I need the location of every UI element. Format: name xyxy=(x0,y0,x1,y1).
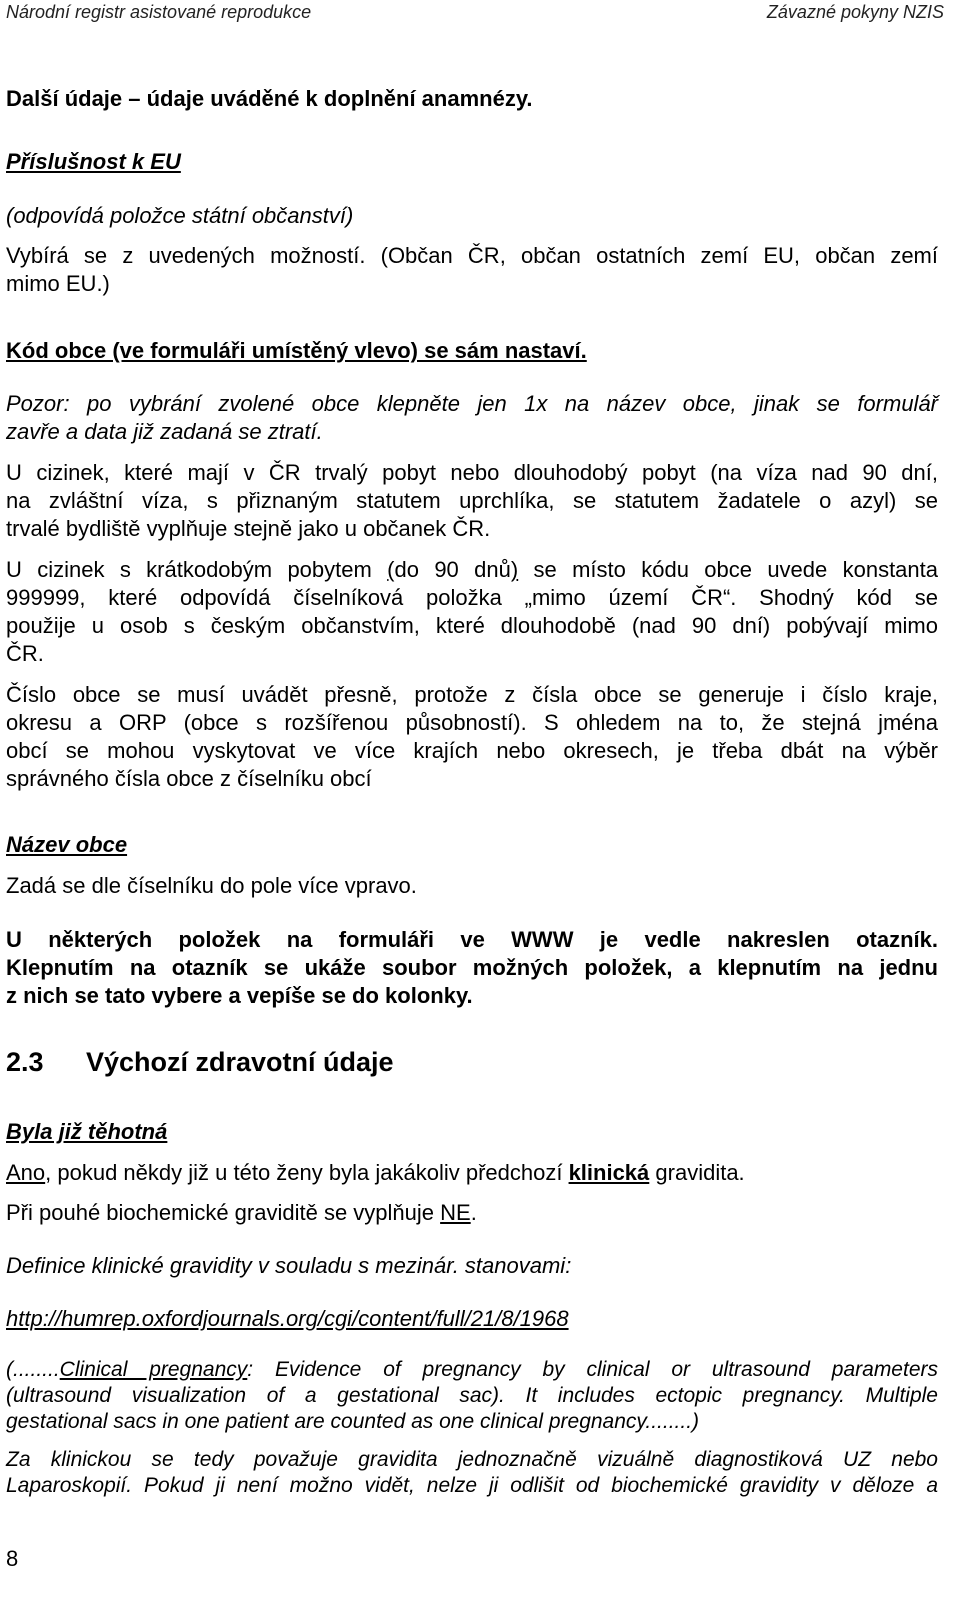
ano-rest1: , pokud někdy již u této ženy byla jakákoliv předchozí xyxy=(45,1160,569,1185)
kratko-paren-close: ) xyxy=(510,557,519,582)
section-2-3-title: Výchozí zdravotní údaje xyxy=(86,1047,394,1077)
cislo-line3: obcí se mohou vyskytovat ve více krajích nebo okresech, je třeba dbát na výběr xyxy=(6,738,938,763)
bio-end: . xyxy=(470,1200,477,1225)
kod-heading: Kód obce (ve formuláři umístěný vlevo) se sám nastaví. xyxy=(6,338,587,363)
quote-line2: (ultrasound visualization of a gestational sac). It includes ectopic pregnancy. Multiple xyxy=(6,1384,938,1407)
reference-link[interactable]: http://humrep.oxfordjournals.org/cgi/content/full/21/8/1968 xyxy=(6,1306,569,1331)
quote-term: Clinical pregnancy xyxy=(59,1358,248,1381)
bio-line xyxy=(6,1199,938,1228)
quote-line1 xyxy=(6,1357,938,1383)
nazev-heading: Název obce xyxy=(6,832,128,857)
reference-link-line xyxy=(6,1305,938,1334)
ano-word: Ano xyxy=(6,1160,46,1185)
kratko-line2: 999999, které odpovídá číselníková položka „mimo území ČR“. Shodný kód se xyxy=(6,585,938,610)
kratko-text-e: se místo kódu obce uvede konstanta xyxy=(518,557,938,582)
ano-line xyxy=(6,1159,938,1188)
cizinci-line3: trvalé bydliště vyplňuje stejně jako u občanek ČR. xyxy=(6,516,491,541)
header-right: Závazné pokyny NZIS xyxy=(766,2,944,22)
otaznik-line1: U některých položek na formuláři ve WWW je vedle nakreslen otazník. xyxy=(6,927,938,952)
ano-bold: klinická xyxy=(568,1160,650,1185)
kratko-line4: ČR. xyxy=(6,641,44,666)
kratko-line3: použije u osob s českým občanstvím, které dlouhodobě (nad 90 dní) pobývají mimo xyxy=(6,613,938,638)
definice-text: Definice klinické gravidity v souladu s mezinár. stanovami: xyxy=(6,1253,572,1278)
cislo-line1: Číslo obce se musí uvádět přesně, protože z čísla obce se generuje i číslo kraje, xyxy=(6,682,938,707)
page-header xyxy=(6,0,944,26)
bio-ne: NE xyxy=(440,1200,471,1225)
quote-line3: gestational sacs in one patient are counted as one clinical pregnancy........) xyxy=(6,1410,700,1433)
bio-text: Při pouhé biochemické graviditě se vyplňuje xyxy=(6,1200,441,1225)
section-number: 2.3 xyxy=(6,1047,44,1077)
pozor-line2: zavře a data již zadaná se ztratí. xyxy=(6,419,323,444)
cislo-line2: okresu a ORP (obce s rozšířenou působností). S ohledem na to, že stejná jména xyxy=(6,710,938,735)
eu-note: (odpovídá položce státní občanství) xyxy=(6,203,354,228)
tehotna-heading: Byla již těhotná xyxy=(6,1119,168,1144)
kratko-paren-open: ( xyxy=(387,557,395,582)
kratko-line1 xyxy=(6,556,938,585)
section-title: Další údaje – údaje uváděné k doplnění anamnézy. xyxy=(6,86,533,111)
page-number: 8 xyxy=(6,1546,19,1571)
ano-rest2: gravidita. xyxy=(649,1160,745,1185)
nazev-text: Zadá se dle číselníku do pole více vpravo. xyxy=(6,873,417,898)
otaznik-line2: Klepnutím na otazník se ukáže soubor možných položek, a klepnutím na jednu xyxy=(6,955,938,980)
kratko-text-c: do 90 dnů xyxy=(394,557,511,582)
otaznik-line3: z nich se tato vybere a vepíše se do kolonky. xyxy=(6,983,473,1008)
quote-start: (........ xyxy=(6,1358,60,1381)
quote-text1: : Evidence of pregnancy by clinical or ultrasound parameters xyxy=(247,1358,938,1381)
section-2-3-heading xyxy=(6,1048,938,1077)
eu-heading: Příslušnost k EU xyxy=(6,149,181,174)
eu-text-line1: Vybírá se z uvedených možností. (Občan ČR, občan ostatních zemí EU, občan zemí xyxy=(6,243,938,268)
kratko-text-a: U cizinek s krátkodobým pobytem xyxy=(6,557,388,582)
za-line1: Za klinickou se tedy považuje gravidita jednoznačně vizuálně diagnostiková UZ nebo xyxy=(6,1448,938,1471)
pozor-line1: Pozor: po vybrání zvolené obce klepněte jen 1x na název obce, jinak se formulář xyxy=(6,391,938,416)
eu-text-line2: mimo EU.) xyxy=(6,271,110,296)
za-line2: Laparoskopií. Pokud ji není možno vidět, nelze ji odlišit od biochemické gravidity v děloze a xyxy=(6,1474,938,1497)
cizinci-line2: na zvláštní víza, s přiznaným statutem uprchlíka, se statutem žadatele o azyl) se xyxy=(6,488,938,513)
header-left: Národní registr asistované reprodukce xyxy=(6,2,312,22)
cizinci-line1: U cizinek, které mají v ČR trvalý pobyt nebo dlouhodobý pobyt (na víza nad 90 dní, xyxy=(6,460,938,485)
cislo-line4: správného čísla obce z číselníku obcí xyxy=(6,766,372,791)
